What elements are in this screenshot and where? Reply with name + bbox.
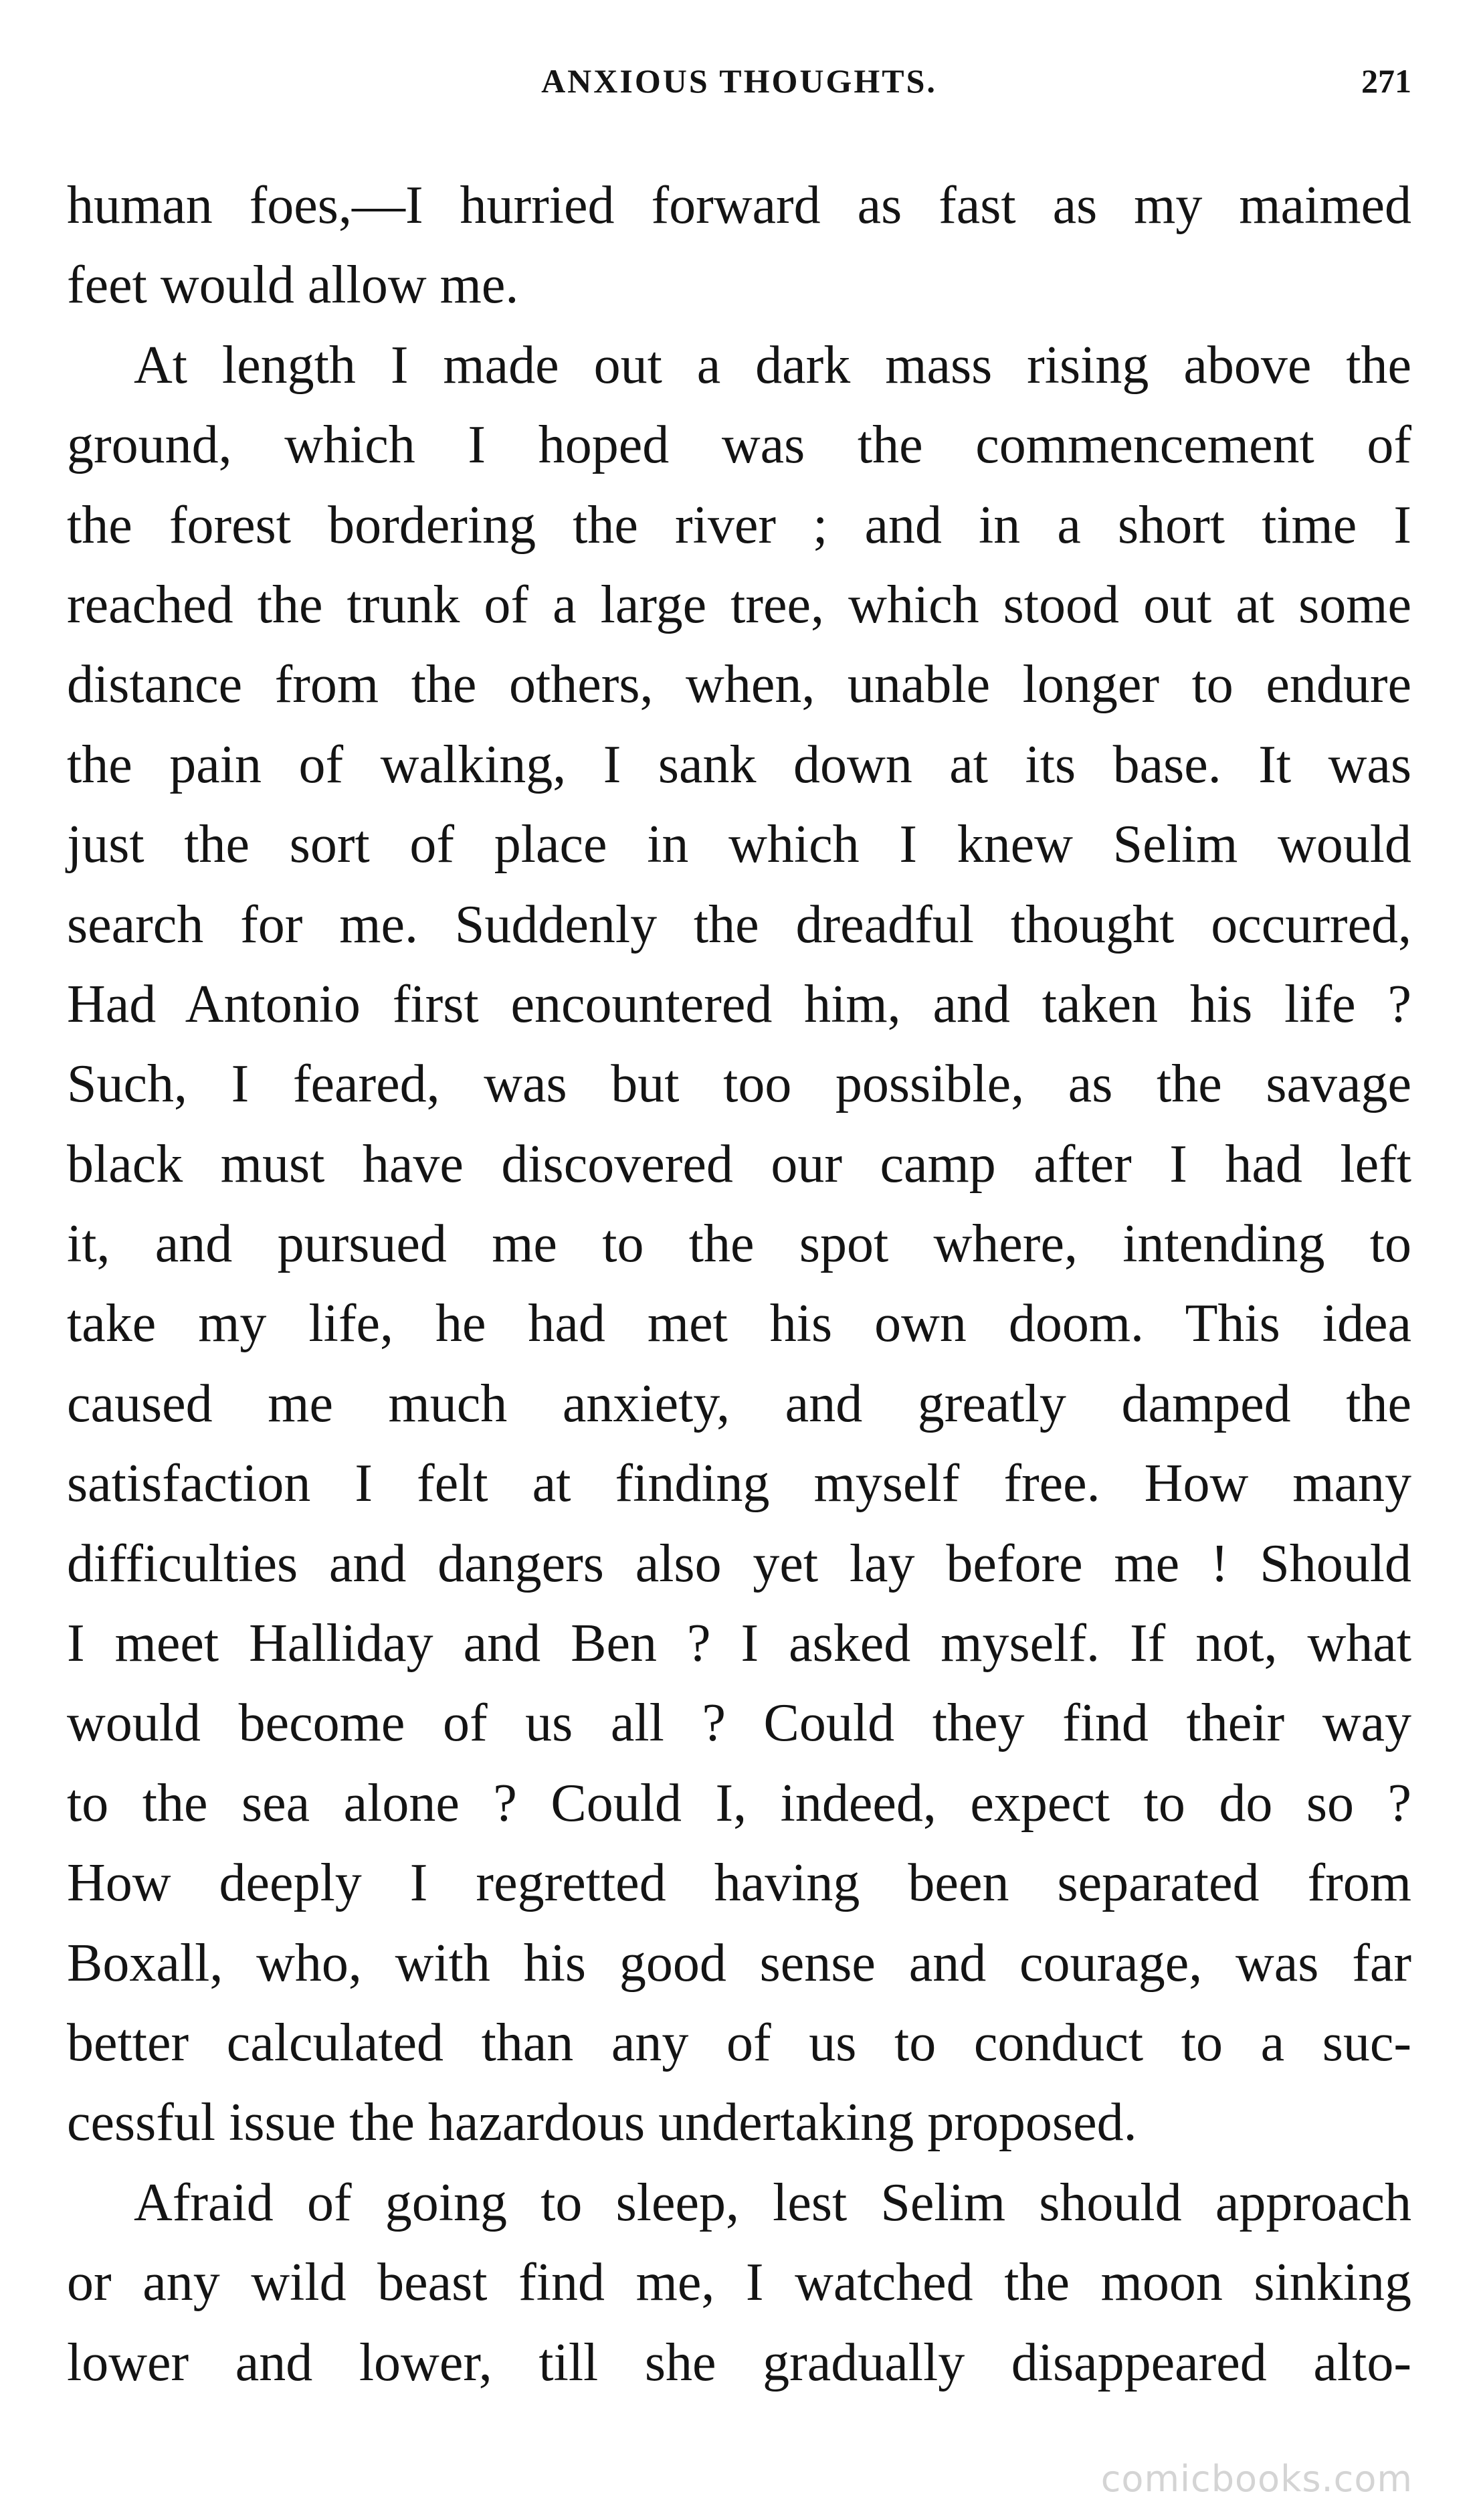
text-line: How deeply I regretted having been separated from (67, 1854, 1411, 1913)
text-line: or any wild beast find me, I watched the moon sinking (67, 2253, 1411, 2313)
running-head (67, 62, 1411, 115)
page-number: 271 (1361, 62, 1411, 100)
text-line: to the sea alone ? Could I, indeed, expect to do so ? (67, 1773, 1411, 1833)
text-line: Boxall, who, with his good sense and courage, was far (67, 1933, 1411, 1993)
paragraph-first-line: Afraid of going to sleep, lest Selim should approach (134, 2173, 1411, 2232)
text-line: distance from the others, when, unable longer to endure (67, 655, 1411, 715)
text-line: better calculated than any of us to conduct to a suc- (67, 2013, 1411, 2072)
text-line: lower and lower, till she gradually disappeared alto- (67, 2333, 1411, 2392)
text-line: difficulties and dangers also yet lay before me ! Should (67, 1534, 1411, 1593)
body-text (67, 166, 1411, 2403)
text-line: take my life, he had met his own doom. This idea (67, 1294, 1411, 1354)
text-line: the forest bordering the river ; and in a short time I (67, 495, 1411, 555)
text-line: satisfaction I felt at finding myself free. How many (67, 1454, 1411, 1514)
paragraph-first-line: At length I made out a dark mass rising above the (134, 335, 1411, 395)
running-title: ANXIOUS THOUGHTS. (541, 62, 937, 100)
text-line: feet would allow me. (67, 256, 519, 315)
text-line: the pain of walking, I sank down at its base. It was (67, 735, 1411, 794)
text-line: Had Antonio first encountered him, and taken his life ? (67, 974, 1411, 1034)
text-line: Such, I feared, was but too possible, as the savage (67, 1055, 1411, 1114)
text-line: black must have discovered our camp after I had left (67, 1134, 1411, 1194)
text-line: reached the trunk of a large tree, which stood out at some (67, 575, 1411, 634)
site-watermark: comicbooks.com (1100, 2458, 1413, 2500)
text-line: human foes,—I hurried forward as fast as my maimed (67, 176, 1411, 235)
text-line: I meet Halliday and Ben ? I asked myself. If not, what (67, 1614, 1411, 1674)
text-line: would become of us all ? Could they find their way (67, 1694, 1411, 1753)
text-line: caused me much anxiety, and greatly damped the (67, 1374, 1411, 1433)
text-line: it, and pursued me to the spot where, intending to (67, 1214, 1411, 1274)
text-line: cessful issue the hazardous undertaking proposed. (67, 2093, 1137, 2153)
text-line: just the sort of place in which I knew Selim would (67, 815, 1411, 875)
text-line: search for me. Suddenly the dreadful thought occurred, (67, 895, 1411, 954)
text-line: ground, which I hoped was the commencement of (67, 416, 1411, 475)
